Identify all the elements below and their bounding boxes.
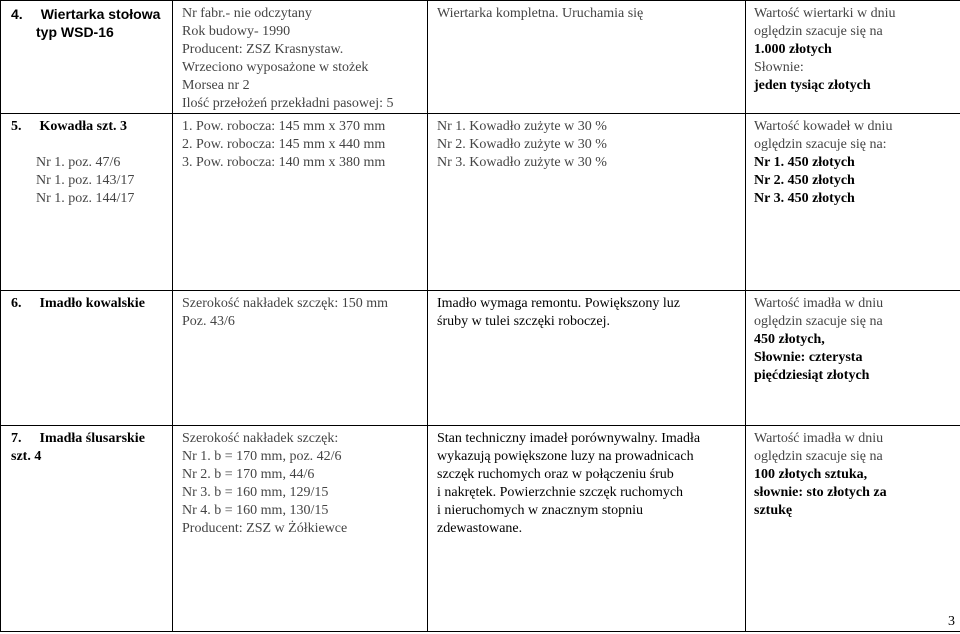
item-name-line: typ WSD-16	[36, 24, 114, 40]
table-row	[1, 1, 960, 114]
item-name: Imadło kowalskie	[39, 296, 145, 311]
description-line: Producent: ZSZ w Żółkiewce	[182, 521, 348, 536]
description-line: Nr 1. b = 170 mm, poz. 42/6	[182, 449, 342, 464]
value-amount: 1.000 złotych	[754, 42, 832, 57]
value-line: oględzin szacuje się na	[754, 449, 883, 464]
value-amount: jeden tysiąc złotych	[754, 78, 871, 93]
inventory-table-body	[1, 1, 960, 632]
item-heading	[11, 118, 172, 136]
item-number: 4.	[11, 6, 23, 22]
description-line: Rok budowy- 1990	[182, 24, 291, 39]
description-line: Szerokość nakładek szczęk:	[182, 431, 339, 446]
condition-line: i nieruchomych w znacznym stopniu	[437, 503, 644, 518]
item-number: 5.	[11, 119, 22, 134]
condition-line: Nr 1. Kowadło zużyte w 30 %	[437, 119, 607, 134]
value-amount: sztukę	[754, 503, 793, 518]
condition-line: Nr 2. Kowadło zużyte w 30 %	[437, 137, 607, 152]
item-name: Wiertarka stołowa	[40, 6, 161, 22]
table-row	[1, 291, 960, 426]
item-condition-cell	[428, 291, 746, 426]
item-heading	[11, 430, 172, 448]
item-value-cell	[746, 426, 960, 632]
value-amount: pięćdziesiąt złotych	[754, 368, 870, 383]
condition-line: Nr 3. Kowadło zużyte w 30 %	[437, 155, 607, 170]
item-name-cell	[1, 426, 173, 632]
condition-line: Stan techniczny imadeł porównywalny. Imadła	[437, 431, 701, 446]
value-amount: Nr 2. 450 złotych	[754, 173, 855, 188]
condition-line: Imadło wymaga remontu. Powiększony luz	[437, 296, 681, 311]
item-name-line: Nr 1. poz. 47/6	[36, 155, 121, 170]
value-line: Wartość kowadeł w dniu	[754, 119, 893, 134]
item-heading	[11, 295, 172, 313]
description-line: Nr 4. b = 160 mm, 130/15	[182, 503, 329, 518]
value-line: Wartość wiertarki w dniu	[754, 6, 896, 21]
item-condition-cell	[428, 1, 746, 114]
value-amount: Słownie: czterysta	[754, 350, 863, 365]
condition-line: Wiertarka kompletna. Uruchamia się	[437, 6, 644, 21]
value-amount: Nr 3. 450 złotych	[754, 191, 855, 206]
item-condition-cell	[428, 114, 746, 291]
item-description-cell	[173, 1, 428, 114]
description-line: 2. Pow. robocza: 145 mm x 440 mm	[182, 137, 386, 152]
description-line: Szerokość nakładek szczęk: 150 mm	[182, 296, 389, 311]
description-line: Ilość przełożeń przekładni pasowej: 5	[182, 96, 394, 111]
item-description-cell	[173, 426, 428, 632]
item-name-line: szt. 4	[11, 449, 42, 464]
condition-line: wykazują powiększone luzy na prowadnicach	[437, 449, 694, 464]
description-line: Wrzeciono wyposażone w stożek	[182, 60, 369, 75]
item-number: 6.	[11, 296, 22, 311]
table-row	[1, 426, 960, 632]
value-line: Słownie:	[754, 60, 804, 75]
item-name: Kowadła szt. 3	[39, 119, 127, 134]
condition-line: szczęk ruchomych oraz w połączeniu śrub	[437, 467, 674, 482]
item-name: Imadła ślusarskie	[39, 431, 145, 446]
description-line: 1. Pow. robocza: 145 mm x 370 mm	[182, 119, 386, 134]
item-number: 7.	[11, 431, 22, 446]
value-amount: 100 złotych sztuka,	[754, 467, 868, 482]
value-line: oględzin szacuje się na	[754, 24, 883, 39]
item-name-line: Nr 1. poz. 143/17	[36, 173, 135, 188]
table-row	[1, 114, 960, 291]
value-amount: słownie: sto złotych za	[754, 485, 887, 500]
item-name-cell	[1, 1, 173, 114]
value-line: oględzin szacuje się na	[754, 314, 883, 329]
item-value-cell	[746, 1, 960, 114]
item-value-cell	[746, 114, 960, 291]
item-name-cell	[1, 291, 173, 426]
value-amount: 450 złotych,	[754, 332, 825, 347]
description-line: Producent: ZSZ Krasnystaw.	[182, 42, 344, 57]
item-heading	[11, 5, 172, 23]
item-name-line	[11, 136, 172, 154]
value-line: Wartość imadła w dniu	[754, 296, 884, 311]
description-line: Nr fabr.- nie odczytany	[182, 6, 312, 21]
item-description-cell	[173, 291, 428, 426]
condition-line: zdewastowane.	[437, 521, 523, 536]
item-name-cell	[1, 114, 173, 291]
value-amount: Nr 1. 450 złotych	[754, 155, 855, 170]
condition-line: i nakrętek. Powierzchnie szczęk ruchomych	[437, 485, 684, 500]
item-name-line: Nr 1. poz. 144/17	[36, 191, 135, 206]
item-condition-cell	[428, 426, 746, 632]
item-description-cell	[173, 114, 428, 291]
item-value-cell	[746, 291, 960, 426]
value-line: oględzin szacuje się na:	[754, 137, 887, 152]
description-line: Nr 3. b = 160 mm, 129/15	[182, 485, 329, 500]
condition-line: śruby w tulei szczęki roboczej.	[437, 314, 610, 329]
page-number: 3	[948, 614, 955, 629]
value-line: Wartość imadła w dniu	[754, 431, 884, 446]
description-line: 3. Pow. robocza: 140 mm x 380 mm	[182, 155, 386, 170]
description-line: Nr 2. b = 170 mm, 44/6	[182, 467, 315, 482]
description-line: Poz. 43/6	[182, 314, 235, 329]
description-line: Morsea nr 2	[182, 78, 250, 93]
